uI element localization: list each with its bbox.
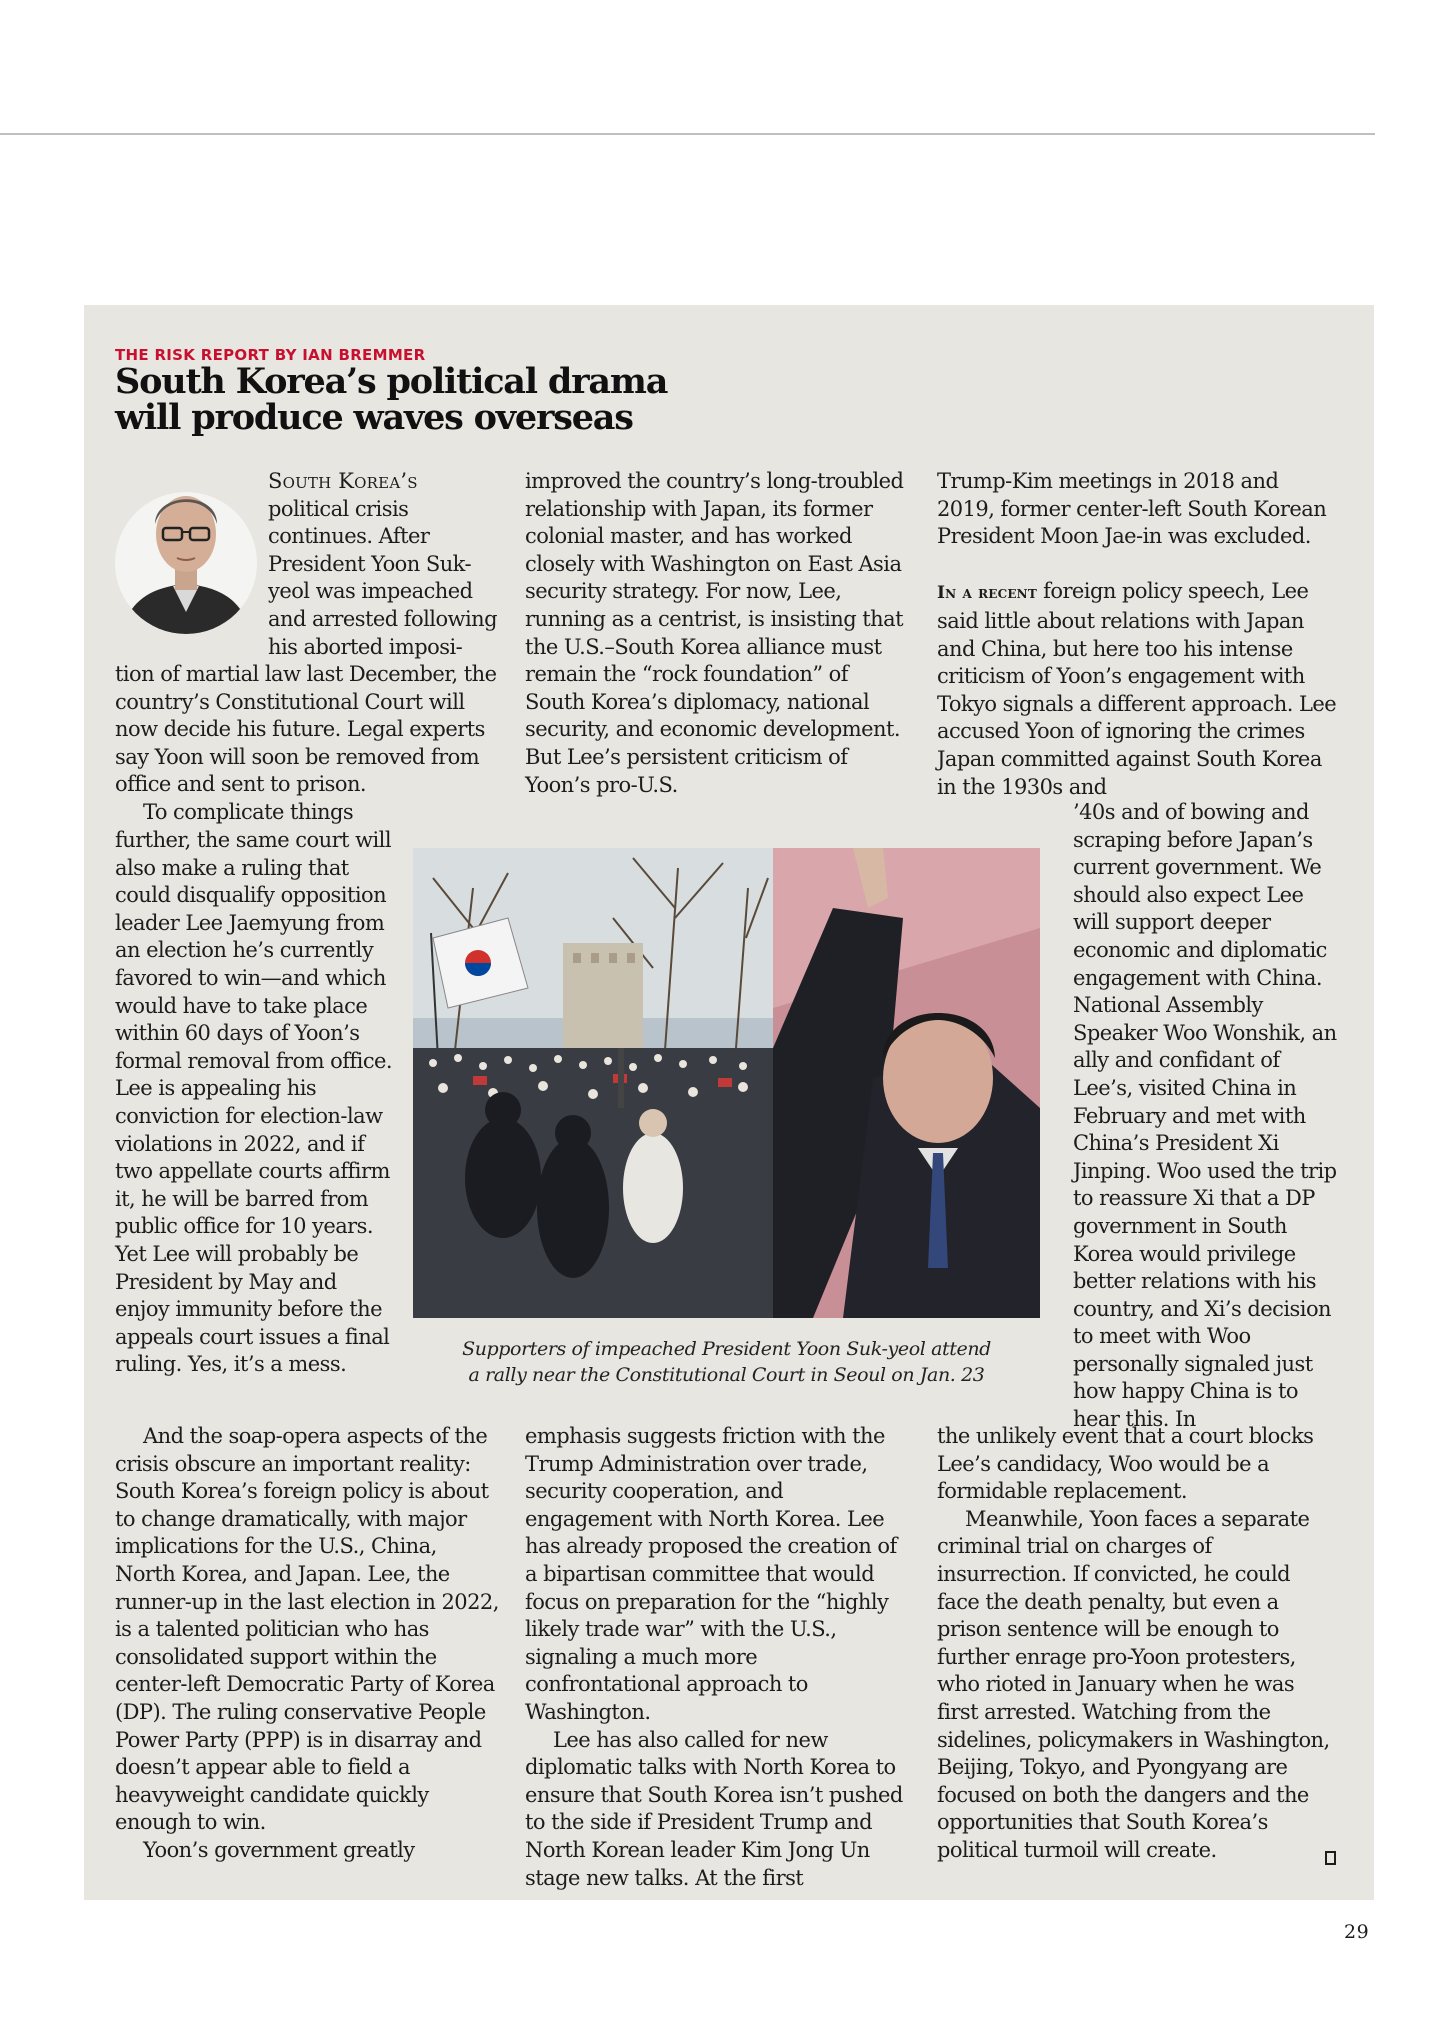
kicker: THE RISK REPORT BY IAN BREMMER (115, 346, 426, 364)
col2-top: improved the country’s long-troubled relationship with Japan, its former colonial master, and has worked closely with Washington on East Asia security strategy. For now, Lee, running as a centrist, is insisting that the U.S.–South Korea alliance must remain the “rock foundation” of South Korea’s diplomacy, national security, and economic development. But Lee’s persistent criticism of Yoon’s pro-U.S. (525, 469, 904, 797)
col1-para-2-beside-photo: further, the same court will also make a ruling that could disqualify opposition leader Lee Jaemyung from an election he’s currently favored to win—and which would have to take place within 60 days of Yoon’s formal removal from office. Lee is appealing his conviction for election-law violations in 2022, and if two appellate courts affirm it, he will be barred from public office for 10 years. Yet Lee will probably be President by May and enjoy immunity before the appeals court issues a final ruling. Yes, it’s a mess. (115, 828, 393, 1377)
col1-para-2-start: To complicate things (143, 800, 354, 824)
rally-photo (413, 848, 1040, 1318)
photo-caption (413, 1336, 1040, 1388)
headline-line-2: will produce waves overseas (115, 397, 633, 438)
col1-para-1-cont: tion of martial law last December, the country’s Constitutional Court will now decide his future. Legal experts say Yoon will soon be removed from office and sent to prison. (115, 662, 497, 797)
col1-lead (268, 468, 498, 661)
col2-para-1: emphasis suggests friction with the Trump Administration over trade, security cooperation, and engagement with North Korea. Lee has already proposed the creation of a bipartisan committee that would focus on preparation for the “highly likely trade war” with the U.S., signaling a much more confrontational approach to Washington. (525, 1424, 897, 1724)
end-mark-icon (1325, 1851, 1336, 1865)
page-number: 29 (1344, 1921, 1370, 1943)
col3-lead-caps: In a recent (937, 583, 1037, 604)
col3-para-3: the unlikely event that a court blocks Lee’s candidacy, Woo would be a formidable replacement. (937, 1424, 1314, 1504)
col2-para-2: Lee has also called for new diplomatic talks with North Korea to ensure that South Korea isn’t pushed to the side if President Trump and North Korean leader Kim Jong Un stage new talks. At the first (525, 1727, 903, 1890)
photo-caption-line-2: a rally near the Constitutional Court in Seoul on Jan. 23 (468, 1364, 985, 1386)
col3-para-2-text: foreign policy speech, Lee said little about relations with Japan and China, but here too his intense criticism of Yoon’s engagement with Tokyo signals a different approach. Lee accused Yoon of ignoring the crimes Japan committed against South Korea in the 1930s and (937, 579, 1337, 799)
col3-para-2 (937, 578, 1337, 801)
top-rule (0, 133, 1375, 135)
col3-top (937, 468, 1337, 801)
author-portrait (115, 462, 257, 642)
col3-beside-photo: ’40s and of bowing and scraping before Japan’s current government. We should also expect Lee will support deeper economic and diplomatic engagement with China. National Assembly Speaker Woo Wonshik, an ally and confidant of Lee’s, visited China in February and met with China’s President Xi Jinping. Woo used the trip to reassure Xi that a DP government in South Korea would privilege better relations with his country, and Xi’s decision to meet with Woo personally signaled just how happy China is to hear this. In (1073, 800, 1337, 1432)
col1-beside-portrait: political crisis continues. After President Yoon Suk-yeol was impeached and arrested following his aborted imposi- (268, 496, 498, 659)
col1-bottom (115, 1423, 500, 1865)
col2-bottom (525, 1423, 912, 1892)
headline-line-1: South Korea’s political drama (115, 361, 668, 402)
col1-para-3: And the soap-opera aspects of the crisis obscure an important reality: South Korea’s foreign policy is about to change dramatically, with major implications for the U.S., China, North Korea, and Japan. Lee, the runner-up in the last election in 2022, is a talented politician who has consolidated support within the center-left Democratic Party of Korea (DP). The ruling conservative People Power Party (PPP) is in disarray and doesn’t appear able to field a heavyweight candidate quickly enough to win. (115, 1424, 499, 1835)
col1-lead-caps: South Korea’s (268, 469, 418, 493)
photo-caption-line-1: Supporters of impeached President Yoon Suk-yeol attend (462, 1338, 991, 1360)
col3-para-1: Trump-Kim meetings in 2018 and 2019, former center-left South Korean President Moon Jae-in was excluded. (937, 469, 1327, 549)
headline (115, 361, 915, 438)
col3-para-4: Meanwhile, Yoon faces a separate criminal trial on charges of insurrection. If convicted, he could face the death penalty, but even a prison sentence will be enough to further enrage pro-Yoon protesters, who rioted in January when he was first arrested. Watching from the sidelines, policymakers in Washington, Beijing, Tokyo, and Pyongyang are focused on both the dangers and the opportunities that South Korea’s political turmoil will create. (937, 1506, 1330, 1862)
col1-para-4: Yoon’s government greatly (143, 1837, 415, 1862)
col3-bottom (937, 1423, 1337, 1865)
